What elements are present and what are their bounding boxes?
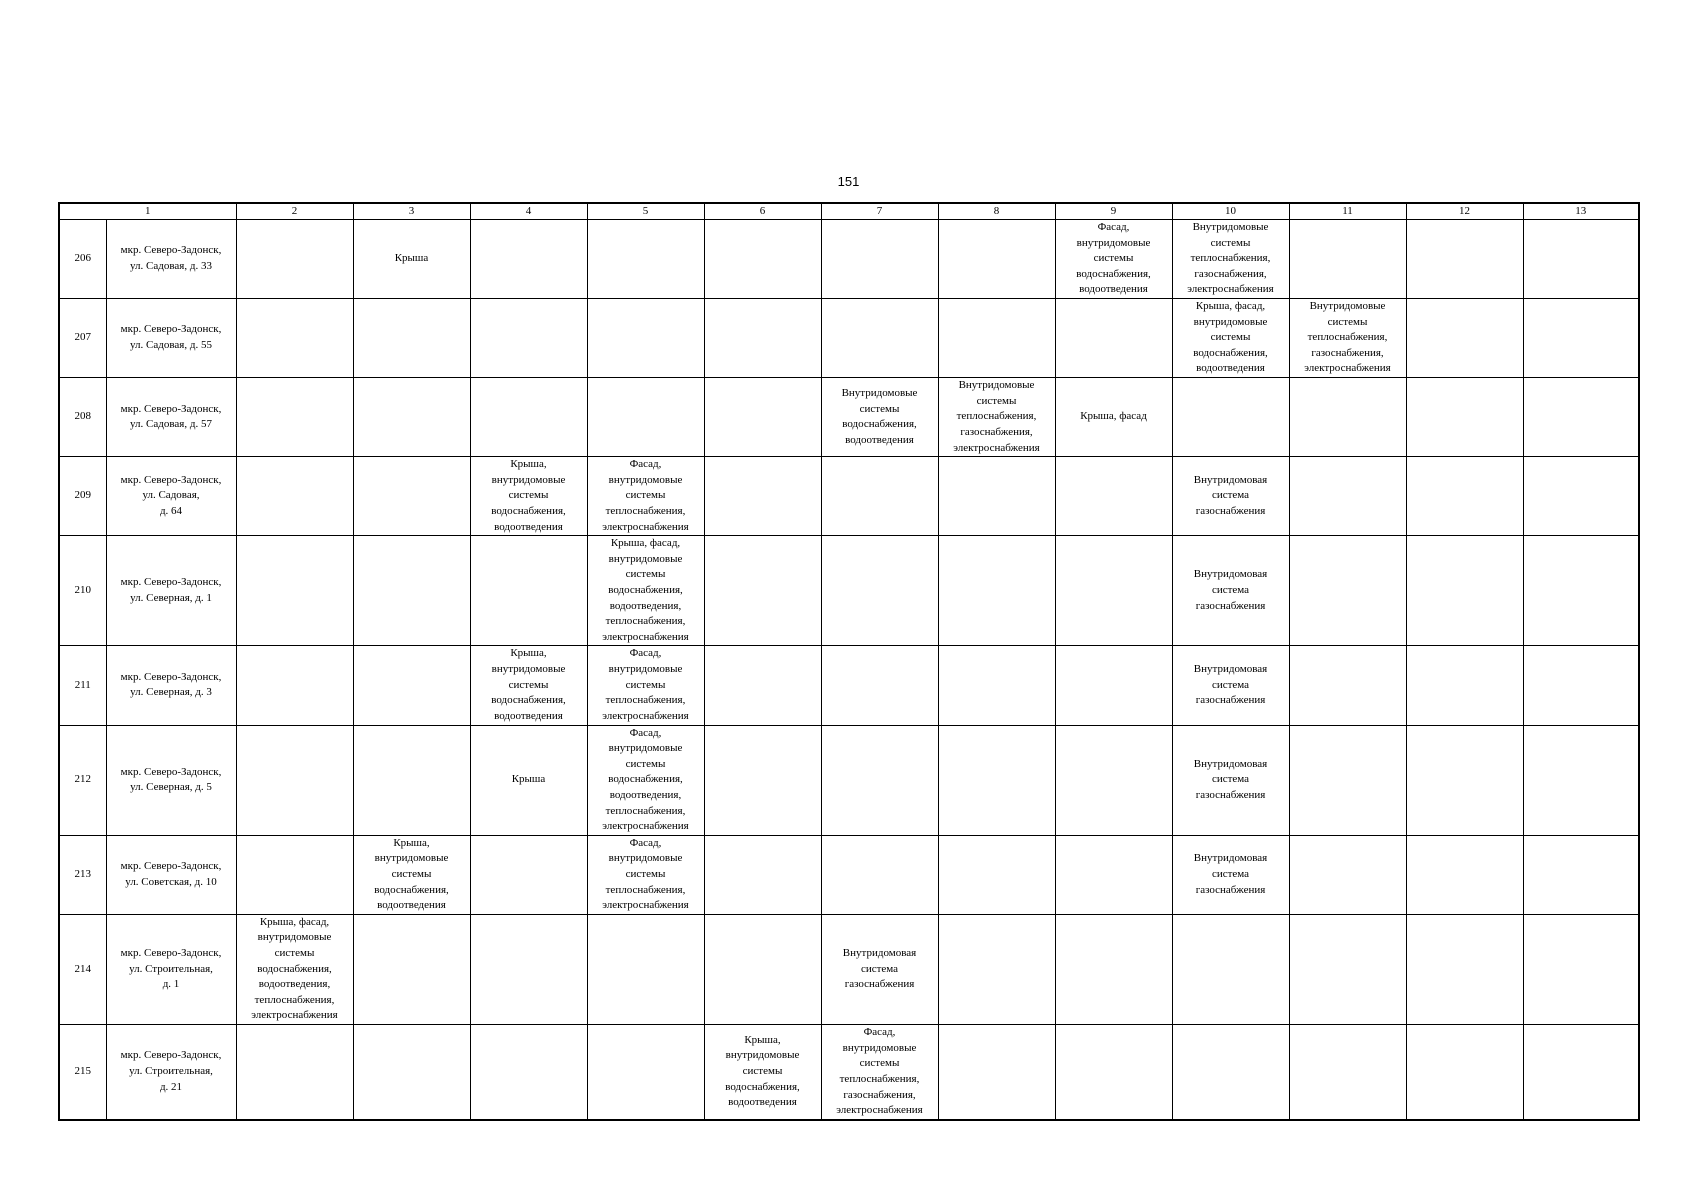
work-cell-col-6 <box>704 914 821 1024</box>
work-cell-col-8 <box>938 457 1055 536</box>
work-cell-col-5 <box>587 220 704 299</box>
row-number: 210 <box>59 536 106 646</box>
table-row <box>59 646 1639 725</box>
work-cell-col-7 <box>821 646 938 725</box>
work-cell-col-4: Крыша, внутридомовые системы водоснабжения, водоотведения <box>470 457 587 536</box>
work-cell-col-12 <box>1406 646 1523 725</box>
work-cell-col-4 <box>470 914 587 1024</box>
work-cell-col-12 <box>1406 835 1523 914</box>
address-cell: мкр. Северо-Задонск, ул. Советская, д. 10 <box>106 835 236 914</box>
work-cell-col-8 <box>938 646 1055 725</box>
work-cell-col-13 <box>1523 457 1639 536</box>
work-cell-col-2 <box>236 725 353 835</box>
work-cell-col-8 <box>938 536 1055 646</box>
address-cell: мкр. Северо-Задонск, ул. Северная, д. 1 <box>106 536 236 646</box>
column-header: 8 <box>938 203 1055 220</box>
table-row <box>59 457 1639 536</box>
work-cell-col-12 <box>1406 914 1523 1024</box>
address-cell: мкр. Северо-Задонск, ул. Садовая, д. 57 <box>106 378 236 457</box>
work-cell-col-12 <box>1406 536 1523 646</box>
work-cell-col-2: Крыша, фасад, внутридомовые системы водоснабжения, водоотведения, теплоснабжения, электроснабжения <box>236 914 353 1024</box>
work-cell-col-6: Крыша, внутридомовые системы водоснабжения, водоотведения <box>704 1025 821 1120</box>
work-cell-col-13 <box>1523 536 1639 646</box>
column-header: 2 <box>236 203 353 220</box>
work-cell-col-11 <box>1289 378 1406 457</box>
work-cell-col-9: Крыша, фасад <box>1055 378 1172 457</box>
column-header: 5 <box>587 203 704 220</box>
work-cell-col-11 <box>1289 914 1406 1024</box>
work-cell-col-6 <box>704 646 821 725</box>
address-cell: мкр. Северо-Задонск, ул. Садовая, д. 64 <box>106 457 236 536</box>
work-cell-col-6 <box>704 220 821 299</box>
work-cell-col-7 <box>821 536 938 646</box>
work-cell-col-4: Крыша, внутридомовые системы водоснабжения, водоотведения <box>470 646 587 725</box>
table-row <box>59 378 1639 457</box>
table-row <box>59 536 1639 646</box>
work-cell-col-11 <box>1289 725 1406 835</box>
work-cell-col-5: Фасад, внутридомовые системы водоснабжения, водоотведения, теплоснабжения, электроснабжения <box>587 725 704 835</box>
work-cell-col-11 <box>1289 536 1406 646</box>
work-cell-col-8 <box>938 914 1055 1024</box>
work-cell-col-10 <box>1172 1025 1289 1120</box>
work-cell-col-12 <box>1406 725 1523 835</box>
work-cell-col-2 <box>236 299 353 378</box>
work-cell-col-3 <box>353 646 470 725</box>
work-cell-col-3: Крыша, внутридомовые системы водоснабжения, водоотведения <box>353 835 470 914</box>
work-cell-col-6 <box>704 835 821 914</box>
work-cell-col-5 <box>587 914 704 1024</box>
column-header: 13 <box>1523 203 1639 220</box>
work-cell-col-6 <box>704 457 821 536</box>
work-cell-col-3 <box>353 457 470 536</box>
work-cell-col-2 <box>236 378 353 457</box>
work-cell-col-8 <box>938 835 1055 914</box>
work-cell-col-10: Внутридомовая система газоснабжения <box>1172 725 1289 835</box>
work-cell-col-10: Крыша, фасад, внутридомовые системы водоснабжения, водоотведения <box>1172 299 1289 378</box>
work-cell-col-3 <box>353 914 470 1024</box>
work-cell-col-9 <box>1055 536 1172 646</box>
work-cell-col-2 <box>236 646 353 725</box>
work-cell-col-12 <box>1406 1025 1523 1120</box>
address-cell: мкр. Северо-Задонск, ул. Садовая, д. 55 <box>106 299 236 378</box>
work-cell-col-13 <box>1523 646 1639 725</box>
page-number: 151 <box>837 174 860 189</box>
work-cell-col-2 <box>236 457 353 536</box>
work-cell-col-7 <box>821 220 938 299</box>
row-number: 212 <box>59 725 106 835</box>
work-cell-col-3 <box>353 1025 470 1120</box>
work-cell-col-4 <box>470 536 587 646</box>
work-cell-col-3 <box>353 299 470 378</box>
work-cell-col-9 <box>1055 835 1172 914</box>
address-cell: мкр. Северо-Задонск, ул. Строительная, д. 1 <box>106 914 236 1024</box>
work-cell-col-4 <box>470 1025 587 1120</box>
work-cell-col-9: Фасад, внутридомовые системы водоснабжения, водоотведения <box>1055 220 1172 299</box>
table-row <box>59 299 1639 378</box>
work-cell-col-10: Внутридомовая система газоснабжения <box>1172 835 1289 914</box>
work-cell-col-7: Внутридомовые системы водоснабжения, водоотведения <box>821 378 938 457</box>
work-cell-col-9 <box>1055 914 1172 1024</box>
work-cell-col-2 <box>236 835 353 914</box>
work-cell-col-7: Внутридомовая система газоснабжения <box>821 914 938 1024</box>
column-header: 10 <box>1172 203 1289 220</box>
work-cell-col-6 <box>704 536 821 646</box>
row-number: 207 <box>59 299 106 378</box>
row-number: 213 <box>59 835 106 914</box>
work-cell-col-2 <box>236 536 353 646</box>
work-cell-col-8: Внутридомовые системы теплоснабжения, газоснабжения, электроснабжения <box>938 378 1055 457</box>
row-number: 214 <box>59 914 106 1024</box>
work-cell-col-10: Внутридомовая система газоснабжения <box>1172 646 1289 725</box>
work-cell-col-9 <box>1055 457 1172 536</box>
work-cell-col-8 <box>938 725 1055 835</box>
work-cell-col-11 <box>1289 220 1406 299</box>
work-cell-col-8 <box>938 1025 1055 1120</box>
row-number: 211 <box>59 646 106 725</box>
work-cell-col-9 <box>1055 646 1172 725</box>
work-cell-col-4 <box>470 220 587 299</box>
column-header: 6 <box>704 203 821 220</box>
work-cell-col-3 <box>353 378 470 457</box>
work-cell-col-5: Фасад, внутридомовые системы теплоснабжения, электроснабжения <box>587 457 704 536</box>
work-cell-col-12 <box>1406 378 1523 457</box>
work-cell-col-11 <box>1289 457 1406 536</box>
column-header: 1 <box>59 203 236 220</box>
address-cell: мкр. Северо-Задонск, ул. Строительная, д. 21 <box>106 1025 236 1120</box>
work-cell-col-9 <box>1055 725 1172 835</box>
work-cell-col-9 <box>1055 299 1172 378</box>
work-cell-col-7 <box>821 725 938 835</box>
table-row <box>59 1025 1639 1120</box>
work-cell-col-4 <box>470 378 587 457</box>
work-cell-col-11 <box>1289 835 1406 914</box>
work-cell-col-13 <box>1523 1025 1639 1120</box>
work-cell-col-7 <box>821 299 938 378</box>
work-cell-col-3 <box>353 536 470 646</box>
table-row <box>59 914 1639 1024</box>
work-cell-col-7: Фасад, внутридомовые системы теплоснабжения, газоснабжения, электроснабжения <box>821 1025 938 1120</box>
repair-schedule-table <box>58 202 1640 1121</box>
work-cell-col-7 <box>821 835 938 914</box>
work-cell-col-4 <box>470 299 587 378</box>
row-number: 208 <box>59 378 106 457</box>
row-number: 206 <box>59 220 106 299</box>
work-cell-col-3: Крыша <box>353 220 470 299</box>
work-cell-col-6 <box>704 725 821 835</box>
table-row <box>59 725 1639 835</box>
table-row <box>59 835 1639 914</box>
work-cell-col-13 <box>1523 378 1639 457</box>
work-cell-col-5 <box>587 1025 704 1120</box>
work-cell-col-6 <box>704 299 821 378</box>
column-header: 12 <box>1406 203 1523 220</box>
work-cell-col-11: Внутридомовые системы теплоснабжения, газоснабжения, электроснабжения <box>1289 299 1406 378</box>
work-cell-col-11 <box>1289 646 1406 725</box>
work-cell-col-2 <box>236 1025 353 1120</box>
work-cell-col-12 <box>1406 299 1523 378</box>
work-cell-col-10: Внутридомовая система газоснабжения <box>1172 536 1289 646</box>
work-cell-col-5: Фасад, внутридомовые системы теплоснабжения, электроснабжения <box>587 835 704 914</box>
address-cell: мкр. Северо-Задонск, ул. Северная, д. 3 <box>106 646 236 725</box>
work-cell-col-10: Внутридомовая система газоснабжения <box>1172 457 1289 536</box>
work-cell-col-13 <box>1523 835 1639 914</box>
work-cell-col-13 <box>1523 725 1639 835</box>
row-number: 215 <box>59 1025 106 1120</box>
work-cell-col-5 <box>587 378 704 457</box>
work-cell-col-8 <box>938 299 1055 378</box>
column-header: 4 <box>470 203 587 220</box>
work-cell-col-4 <box>470 835 587 914</box>
work-cell-col-6 <box>704 378 821 457</box>
work-cell-col-13 <box>1523 220 1639 299</box>
work-cell-col-10 <box>1172 914 1289 1024</box>
work-cell-col-9 <box>1055 1025 1172 1120</box>
column-header: 11 <box>1289 203 1406 220</box>
work-cell-col-13 <box>1523 299 1639 378</box>
table-row <box>59 220 1639 299</box>
column-header: 7 <box>821 203 938 220</box>
address-cell: мкр. Северо-Задонск, ул. Садовая, д. 33 <box>106 220 236 299</box>
row-number: 209 <box>59 457 106 536</box>
work-cell-col-3 <box>353 725 470 835</box>
work-cell-col-8 <box>938 220 1055 299</box>
work-cell-col-7 <box>821 457 938 536</box>
work-cell-col-4: Крыша <box>470 725 587 835</box>
work-cell-col-12 <box>1406 220 1523 299</box>
work-cell-col-10: Внутридомовые системы теплоснабжения, газоснабжения, электроснабжения <box>1172 220 1289 299</box>
work-cell-col-5 <box>587 299 704 378</box>
work-cell-col-5: Крыша, фасад, внутридомовые системы водоснабжения, водоотведения, теплоснабжения, электроснабжения <box>587 536 704 646</box>
column-header: 3 <box>353 203 470 220</box>
work-cell-col-2 <box>236 220 353 299</box>
column-header: 9 <box>1055 203 1172 220</box>
work-cell-col-11 <box>1289 1025 1406 1120</box>
column-header-row <box>59 203 1639 220</box>
address-cell: мкр. Северо-Задонск, ул. Северная, д. 5 <box>106 725 236 835</box>
work-cell-col-12 <box>1406 457 1523 536</box>
work-cell-col-13 <box>1523 914 1639 1024</box>
work-cell-col-10 <box>1172 378 1289 457</box>
work-cell-col-5: Фасад, внутридомовые системы теплоснабжения, электроснабжения <box>587 646 704 725</box>
